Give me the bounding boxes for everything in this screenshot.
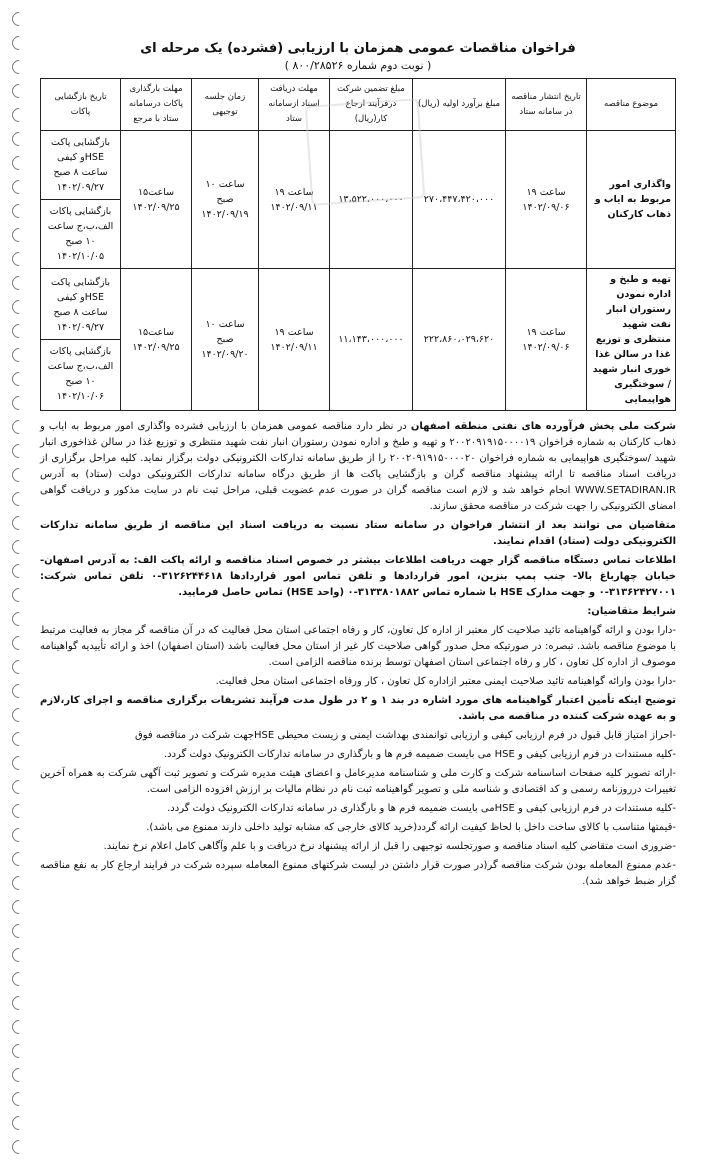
binding-ring bbox=[9, 1041, 29, 1061]
binding-ring bbox=[9, 201, 29, 221]
binding-ring bbox=[9, 801, 29, 821]
header-subject: موضوع مناقصه bbox=[587, 79, 676, 131]
binding-ring bbox=[9, 57, 29, 77]
binding-ring bbox=[9, 609, 29, 629]
row2-submit-time: ساعت۱۵ bbox=[137, 326, 175, 338]
row1-guarantee: ۱۳،۵۲۲،۰۰۰،۰۰۰ bbox=[330, 131, 413, 269]
row1-subject: واگذاری امور مربوط به ایاب و ذهاب کارکنان bbox=[587, 131, 676, 269]
company-name: شرکت ملی پخش فرآورده های نفتی منطقه اصفهان bbox=[410, 421, 677, 432]
row1-meeting bbox=[192, 131, 259, 269]
row2-meeting-date: ۱۴۰۲/۰۹/۲۰ bbox=[201, 349, 249, 360]
binding-ring bbox=[9, 321, 29, 341]
condition-7: -کلیه مستندات در فرم ارزیابی کیفی و HSEمی بایست ضمیمه فرم ها و بارگذاری در سامانه تدارکات الکترونیک دولت گردد. bbox=[167, 803, 676, 814]
binding-ring bbox=[9, 681, 29, 701]
row2-meeting bbox=[192, 269, 259, 411]
binding-ring bbox=[9, 9, 29, 29]
condition-8: -قیمتها متناسب با کالای ساخت داخل با لحاظ کیفیت ارائه گردد(خرید کالای خارجی که مشابه تولید داخلی دارند ممنوع می باشد). bbox=[146, 822, 676, 833]
binding-ring bbox=[9, 753, 29, 773]
spiral-binding bbox=[6, 0, 32, 1160]
binding-ring bbox=[9, 1113, 29, 1133]
row1-submit-date: ۱۴۰۲/۰۹/۲۵ bbox=[132, 201, 180, 213]
binding-ring bbox=[9, 945, 29, 965]
binding-ring bbox=[9, 633, 29, 653]
row2-publish-date: ۱۴۰۲/۰۹/۰۶ bbox=[522, 341, 570, 353]
header-guarantee: مبلغ تضمین شرکت درفرآیند ارجاع کار(ریال) bbox=[330, 79, 413, 131]
condition-9: -ضروری است متقاضی کلیه اسناد مناقصه و صورتجلسه توجیهی را قبل از ارائه پیشنهاد نرخ دریافت و با علم وآگاهی کامل اعلام نرخ نمایند. bbox=[103, 841, 676, 852]
row2-submit bbox=[121, 269, 192, 411]
binding-ring bbox=[9, 993, 29, 1013]
row2-publish bbox=[506, 269, 587, 411]
row2-publish-time: ساعت ۱۹ bbox=[526, 326, 566, 338]
row1-publish bbox=[506, 131, 587, 269]
binding-ring bbox=[9, 33, 29, 53]
row2-guarantee: ۱۱،۱۴۳،۰۰۰،۰۰۰ bbox=[330, 269, 413, 411]
binding-ring bbox=[9, 537, 29, 557]
binding-ring bbox=[9, 969, 29, 989]
binding-ring bbox=[9, 129, 29, 149]
header-estimate: مبلغ برآورد اولیه (ریال) bbox=[413, 79, 506, 131]
header-submit: مهلت بارگذاری پاکات درسامانه ستاد با مرجع bbox=[121, 79, 192, 131]
tender-announcement bbox=[40, 40, 676, 893]
binding-ring bbox=[9, 177, 29, 197]
row2-submit-date: ۱۴۰۲/۰۹/۲۵ bbox=[132, 341, 180, 353]
row1-meeting-time: ساعت ۱۰ صبح bbox=[205, 179, 245, 205]
row2-meeting-time: ساعت ۱۰ صبح bbox=[205, 319, 245, 345]
row1-docs-date: ۱۴۰۲/۰۹/۱۱ bbox=[270, 201, 318, 213]
condition-1: -دارا بودن و ارائه گواهینامه تائید صلاحیت کار معتبر از اداره کل تعاون، کار و رفاه اجتماعی استان محل فعالیت که در آن مناقصه گر مجاز به فعالیت مرتبط با موضوع مناقصه باشد. تبصره: در صورتیکه محل صدور گواهی صلاحیت کار غیر از استان محل فعالیت باشد (استان اصفهان) اخذ و ارائه تأییدیه گواهینامه موصوف از اداره کل تعاون ، کار و رفاه اجتماعی استان اصفهان توسط برنده مناقصه الزامی است. bbox=[40, 625, 676, 668]
binding-ring bbox=[9, 657, 29, 677]
binding-ring bbox=[9, 921, 29, 941]
faint-stamp bbox=[305, 98, 426, 206]
binding-ring bbox=[9, 873, 29, 893]
binding-ring bbox=[9, 417, 29, 437]
row1-opening bbox=[41, 131, 121, 269]
binding-ring bbox=[9, 297, 29, 317]
row2-docs-date: ۱۴۰۲/۰۹/۱۱ bbox=[270, 341, 318, 353]
intro-text: در نظر دارد مناقصه عمومی همزمان با ارزیابی فشرده واگذاری امور مربوط به ایاب و ذهاب کارکنان به شماره فراخوان ۲۰۰۲۰۹۱۹۱۵۰۰۰۰۱۹ و تهیه و طبخ و اداره نمودن رستوران انبار نفت شهید منتظری و توزیع غذا در سالن غذاخوری انبار شهید /سوختگیری هواپیمایی به شماره فراخوان ۲۰۰۲۰۹۱۹۱۵۰۰۰۰۲۰ را از طریق سامانه تدارکات الکترونیکی دولت برگزار نماید. کلیه مراحل برگزاری از دریافت اسناد مناقصه تا ارائه پیشنهاد مناقصه گران و بازگشایی پاکت ها از طریق درگاه سامانه تدارکات الکترونیکی دولت (ستاد) به آدرس WWW.SETADIRAN.IR انجام خواهد شد و لازم است مناقصه گران در صورت عدم عضویت قبلی، مراحل ثبت نام در سایت مذکور و دریافت گواهی امضای الکترونیکی را جهت شرکت در مناقصه محقق سازند. bbox=[40, 421, 676, 512]
row1-meeting-date: ۱۴۰۲/۰۹/۱۹ bbox=[201, 209, 249, 220]
binding-ring bbox=[9, 1065, 29, 1085]
binding-ring bbox=[9, 441, 29, 461]
row1-submit bbox=[121, 131, 192, 269]
row2-docs bbox=[259, 269, 330, 411]
row1-publish-time: ساعت ۱۹ bbox=[526, 186, 566, 198]
binding-ring bbox=[9, 729, 29, 749]
header-publish: تاریخ انتشار مناقصه در سامانه ستاد bbox=[506, 79, 587, 131]
row2-opening-hse: بازگشایی پاکت HSEو کیفی ساعت ۸ صبح ۱۴۰۲/۰۹/۲۷ bbox=[51, 277, 110, 333]
row2-subject: تهیه و طبخ و اداره نمودن رستوران انبار نفت شهید منتظری و توزیع غذا در سالن غذا خوری انبار شهید / سوختگیری هواپیمایی bbox=[587, 269, 676, 411]
binding-ring bbox=[9, 1089, 29, 1109]
paragraph-2: متقاضیان می توانند بعد از انتشار فراخوان در سامانه ستاد نسبت به دریافت اسناد این مناقصه از طریق سامانه تدارکات الکترونیکی دولت (ستاد) اقدام نمایند. bbox=[40, 520, 676, 547]
binding-ring bbox=[9, 273, 29, 293]
condition-10: -عدم ممنوع المعامله بودن شرکت مناقصه گر(در صورت قرار داشتن در لیست شرکتهای ممنوع المعامله سپرده شرکت در فرایند ارجاع کار به نفع مناقصه گزار ضبط خواهد شد). bbox=[40, 860, 676, 887]
binding-ring bbox=[9, 369, 29, 389]
binding-ring bbox=[9, 465, 29, 485]
binding-ring bbox=[9, 777, 29, 797]
binding-ring bbox=[9, 345, 29, 365]
row1-estimate: ۲۷۰،۴۴۷،۴۲۰،۰۰۰ bbox=[413, 131, 506, 269]
condition-note: توضیح اینکه تأمین اعتبار گواهینامه های مورد اشاره در بند ۱ و ۲ در طول مدت فرآیند تشریفات برگزاری مناقصه و اجرای کار،لازم و به عهده شرکت کننده در مناقصه می باشد. bbox=[40, 695, 677, 722]
header-meeting: زمان جلسه توجیهی bbox=[192, 79, 259, 131]
binding-ring bbox=[9, 105, 29, 125]
binding-ring bbox=[9, 561, 29, 581]
row2-estimate: ۲۲۲،۸۶۰،۰۲۹،۶۲۰ bbox=[413, 269, 506, 411]
binding-ring bbox=[9, 153, 29, 173]
row1-opening-envelopes: بازگشایی پاکات الف،ب،ج ساعت ۱۰ صبح ۱۴۰۲/۱۰/۰۵ bbox=[41, 199, 120, 268]
binding-ring bbox=[9, 81, 29, 101]
row2-opening bbox=[41, 269, 121, 411]
binding-ring bbox=[9, 225, 29, 245]
row2-docs-time: ساعت ۱۹ bbox=[274, 326, 314, 338]
binding-ring bbox=[9, 1017, 29, 1037]
binding-ring bbox=[9, 585, 29, 605]
table-row bbox=[41, 269, 676, 411]
header-docs: مهلت دریافت اسناد ازسامانه ستاد bbox=[259, 79, 330, 131]
binding-ring bbox=[9, 249, 29, 269]
conditions-title: شرایط متقاضیان: bbox=[587, 606, 676, 617]
announcement-body bbox=[40, 419, 676, 890]
row1-submit-time: ساعت۱۵ bbox=[137, 186, 175, 198]
page-subtitle: ( نوبت دوم شماره ۸۰۰/۲۸۵۲۶ ) bbox=[284, 59, 432, 72]
condition-4: -احراز امتیاز قابل قبول در فرم ارزیابی کیفی و ارزیابی توانمندی بهداشت ایمنی و زیست محیطی HSEجهت شرکت در مناقصه فوق bbox=[134, 730, 676, 741]
binding-ring bbox=[9, 897, 29, 917]
header-opening: تاریخ بازگشایی پاکات bbox=[41, 79, 121, 131]
row1-docs-time: ساعت ۱۹ bbox=[274, 186, 314, 198]
row1-publish-date: ۱۴۰۲/۰۹/۰۶ bbox=[522, 201, 570, 213]
page-title: فراخوان مناقصات عمومی همزمان با ارزیابی (فشرده) یک مرحله ای bbox=[140, 41, 576, 56]
condition-6: -ارائه تصویر کلیه صفحات اساسنامه شرکت و کارت ملی و شناسنامه مدیرعامل و اعضای هیئت مدیره شرکت و تصویر ثبت آگهی شرکت به همراه آخرین تغییرات درروزنامه رسمی و کد اقتصادی و شناسه ملی و تصویر گواهینامه ثبت نام در نظام مالیات بر ارزش افزوده الزامی است. bbox=[40, 768, 676, 795]
contact-paragraph: اطلاعات تماس دستگاه مناقصه گزار جهت دریافت اطلاعات بیشتر در خصوص اسناد مناقصه و ارائه پاکت الف: به آدرس اصفهان- خیابان چهارباغ بالا- جنب پمپ بنزین، امور قراردادها و تلفن تماس امور قراردادها ۳۱۲۶۲۴۴۶۱۸-۰ تلفن تماس شرکت: ۳۱۳۶۲۴۲۷۰۰۱-۰ و جهت مدارک HSE با شماره تماس ۳۱۳۳۸۰۱۸۸۲-۰ (واحد HSE) تماس حاصل فرمایید. bbox=[40, 555, 676, 598]
row1-opening-hse: بازگشایی پاکت HSEو کیفی ساعت ۸ صبح ۱۴۰۲/۰۹/۲۷ bbox=[51, 137, 110, 193]
binding-ring bbox=[9, 1137, 29, 1157]
binding-ring bbox=[9, 489, 29, 509]
binding-ring bbox=[9, 705, 29, 725]
row2-opening-envelopes: بازگشایی پاکات الف،ب،ج ساعت ۱۰ صبح ۱۴۰۲/۱۰/۰۶ bbox=[41, 339, 120, 408]
binding-ring bbox=[9, 849, 29, 869]
condition-2: -دارا بودن وارائه گواهینامه تائید صلاحیت ایمنی معتبر ازاداره کل تعاون ، کار ورفاه اجتماعی استان محل فعالیت. bbox=[215, 676, 676, 687]
intro-paragraph bbox=[40, 419, 676, 515]
binding-ring bbox=[9, 393, 29, 413]
condition-5: -کلیه مستندات در فرم ارزیابی کیفی و HSE می بایست ضمیمه فرم ها و بارگذاری در سامانه تدارکات الکترونیک دولت گردد. bbox=[163, 749, 676, 760]
binding-ring bbox=[9, 825, 29, 845]
binding-ring bbox=[9, 513, 29, 533]
